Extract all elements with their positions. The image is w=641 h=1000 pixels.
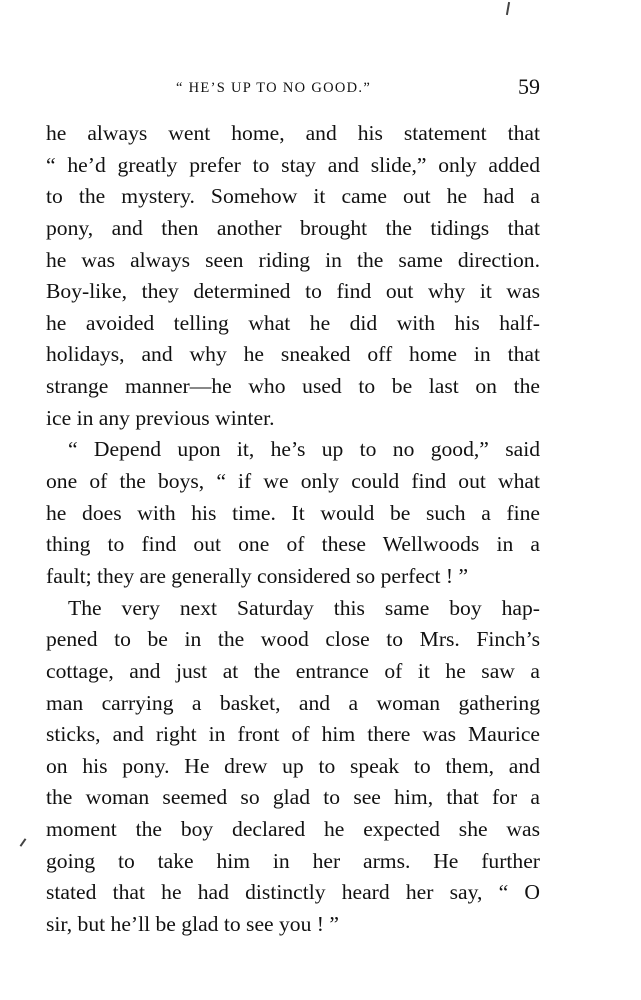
text-line: he was always seen riding in the same direction. [46,247,540,272]
text-line: The very next Saturday this same boy hap- [68,595,540,620]
text-line: he avoided telling what he did with his half- [46,310,540,335]
text-line: “ Depend upon it, he’s up to no good,” said [68,437,540,462]
text-line: Boy-like, they determined to find out why it was [46,279,540,304]
page-number: 59 [518,74,540,99]
text-line: the woman seemed so glad to see him, that for a [46,785,540,810]
text-line: ice in any previous winter. [46,405,275,430]
text-line: he always went home, and his statement that [46,121,540,145]
text-line: fault; they are generally considered so perfect ! ” [46,563,469,588]
text-line: sir, but he’ll be glad to see you ! ” [46,912,339,937]
text-line: man carrying a basket, and a woman gathering [46,690,540,715]
body-text [46,118,540,941]
running-title: “ HE’S UP TO NO GOOD.” [176,80,372,96]
ink-speck [506,2,510,15]
ink-speck [20,838,27,847]
text-line: strange manner—he who used to be last on the [46,374,540,399]
text-line: going to take him in her arms. He further [46,848,540,873]
text-line: holidays, and why he sneaked off home in that [46,342,540,367]
text-line: pony, and then another brought the tidings that [46,215,540,240]
text-line: he does with his time. It would be such a fine [46,500,540,525]
text-line: cottage, and just at the entrance of it he saw a [46,658,540,683]
text-line: one of the boys, “ if we only could find out what [46,469,540,494]
text-line: stated that he had distinctly heard her say, “ O [46,880,540,905]
text-line: “ he’d greatly prefer to stay and slide,” only added [46,152,540,177]
text-line: sticks, and right in front of him there was Maurice [46,722,540,747]
text-line: moment the boy declared he expected she was [46,817,540,842]
text-line: thing to find out one of these Wellwoods in a [46,532,540,557]
text-line: on his pony. He drew up to speak to them, and [46,753,540,778]
text-line: pened to be in the wood close to Mrs. Finch’s [46,627,540,652]
text-line: to the mystery. Somehow it came out he had a [46,184,540,209]
running-head [46,74,540,104]
